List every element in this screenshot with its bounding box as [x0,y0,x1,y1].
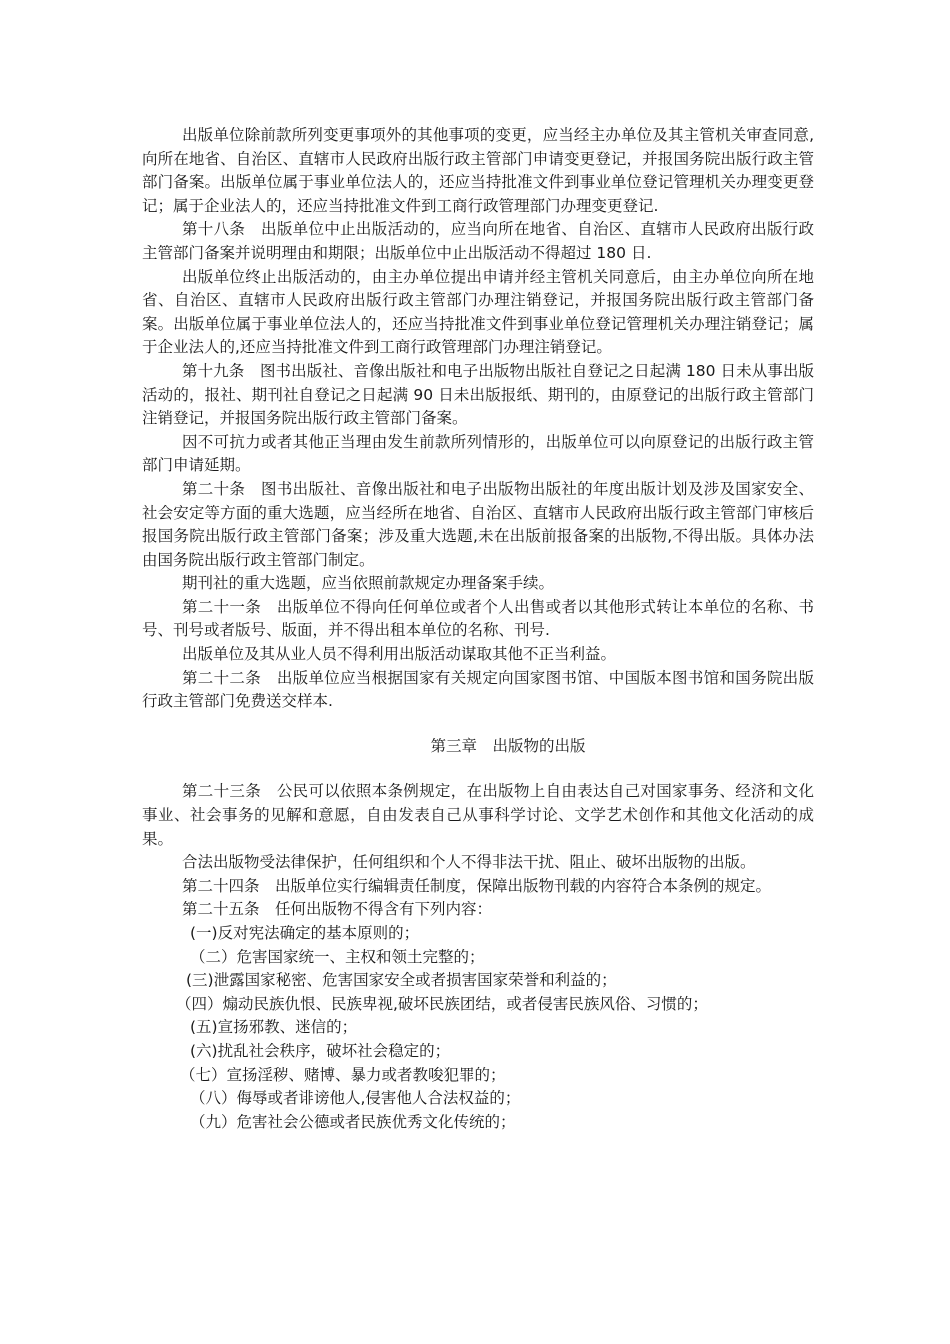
article-25: 第二十五条 任何出版物不得含有下列内容： [182,900,493,919]
document-body [142,124,814,1134]
list-item: （四）煽动民族仇恨、民族卑视,破坏民族团结，或者侵害民族风俗、习惯的； [176,994,708,1013]
list-item: (六)扰乱社会秩序，破坏社会稳定的； [190,1041,451,1060]
prohibited-content-list [142,922,814,1134]
paragraph: 出版单位及其从业人员不得利用出版活动谋取其他不正当利益。 [182,645,617,664]
article-18: 第十八条 出版单位中止出版活动的，应当向所在地省、自治区、直辖市人民政府出版行政主管部门备案并说明理由和期限；出版单位中止出版活动不得超过 180 日. [142,220,814,262]
list-item: （二）危害国家统一、主权和领土完整的； [190,947,485,966]
article-19: 第十九条 图书出版社、音像出版社和电子出版物出版社自登记之日起满 180 日未从事出版活动的，报社、期刊社自登记之日起满 90 日未出版报纸、期刊的，由原登记的出版行政主管部门注销登记，并报国务院出版行政主管部门备案。 [142,361,814,428]
article-21: 第二十一条 出版单位不得向任何单位或者个人出售或者以其他形式转让本单位的名称、书号、刊号或者版号、版面，并不得出租本单位的名称、刊号. [142,597,814,640]
list-item: (五)宣扬邪教、迷信的； [190,1018,358,1037]
list-item: （八）侮辱或者诽谤他人,侵害他人合法权益的； [190,1089,521,1108]
paragraph: 合法出版物受法律保护，任何组织和个人不得非法干扰、阻止、破坏出版物的出版。 [182,853,756,872]
paragraph: 期刊社的重大选题，应当依照前款规定办理备案手续。 [182,574,555,593]
list-item: （七）宣扬淫秽、赌博、暴力或者教唆犯罪的； [180,1065,506,1084]
article-20: 第二十条 图书出版社、音像出版社和电子出版物出版社的年度出版计划及涉及国家安全、社会安定等方面的重大选题，应当经所在地省、自治区、直辖市人民政府出版行政主管部门审核后报国务院出版行政主管部门备案；涉及重大选题,未在出版前报备案的出版物,不得出版。具体办法由国务院出版行政主管部门制定。 [142,479,814,569]
article-24: 第二十四条 出版单位实行编辑责任制度，保障出版物刊载的内容符合本条例的规定。 [182,876,772,895]
list-item: (三)泄露国家秘密、危害国家安全或者损害国家荣誉和利益的； [186,971,617,990]
list-item: （九）危害社会公德或者民族优秀文化传统的； [190,1112,516,1131]
article-22: 第二十二条 出版单位应当根据国家有关规定向国家图书馆、中国版本图书馆和国务院出版行政主管部门免费送交样本. [142,668,814,711]
article-23: 第二十三条 公民可以依照本条例规定，在出版物上自由表达自己对国家事务、经济和文化事业、社会事务的见解和意愿，自由发表自己从事科学讨论、文学艺术创作和其他文化活动的成果。 [142,782,814,848]
list-item: (一)反对宪法确定的基本原则的； [190,924,420,942]
paragraph: 出版单位除前款所列变更事项外的其他事项的变更，应当经主办单位及其主管机关审查同意,向所在地省、自治区、直辖市人民政府出版行政主管部门申请变更登记，并报国务院出版行政主管部门备案。出版单位属于事业单位法人的，还应当持批准文件到事业单位登记管理机关办理变更登记；属于企业法人的，还应当持批准文件到工商行政管理部门办理变更登记. [142,126,814,215]
paragraph: 因不可抗力或者其他正当理由发生前款所列情形的，出版单位可以向原登记的出版行政主管部门申请延期。 [142,432,814,475]
paragraph: 出版单位终止出版活动的，由主办单位提出申请并经主管机关同意后，由主办单位向所在地省、自治区、直辖市人民政府出版行政主管部门办理注销登记，并报国务院出版行政主管部门备案。出版单位属于事业单位法人的，还应当持批准文件到事业单位登记管理机关办理注销登记；属于企业法人的,还应当持批准文件到工商行政管理部门办理注销登记。 [142,267,814,357]
chapter-title: 第三章 出版物的出版 [430,736,586,755]
